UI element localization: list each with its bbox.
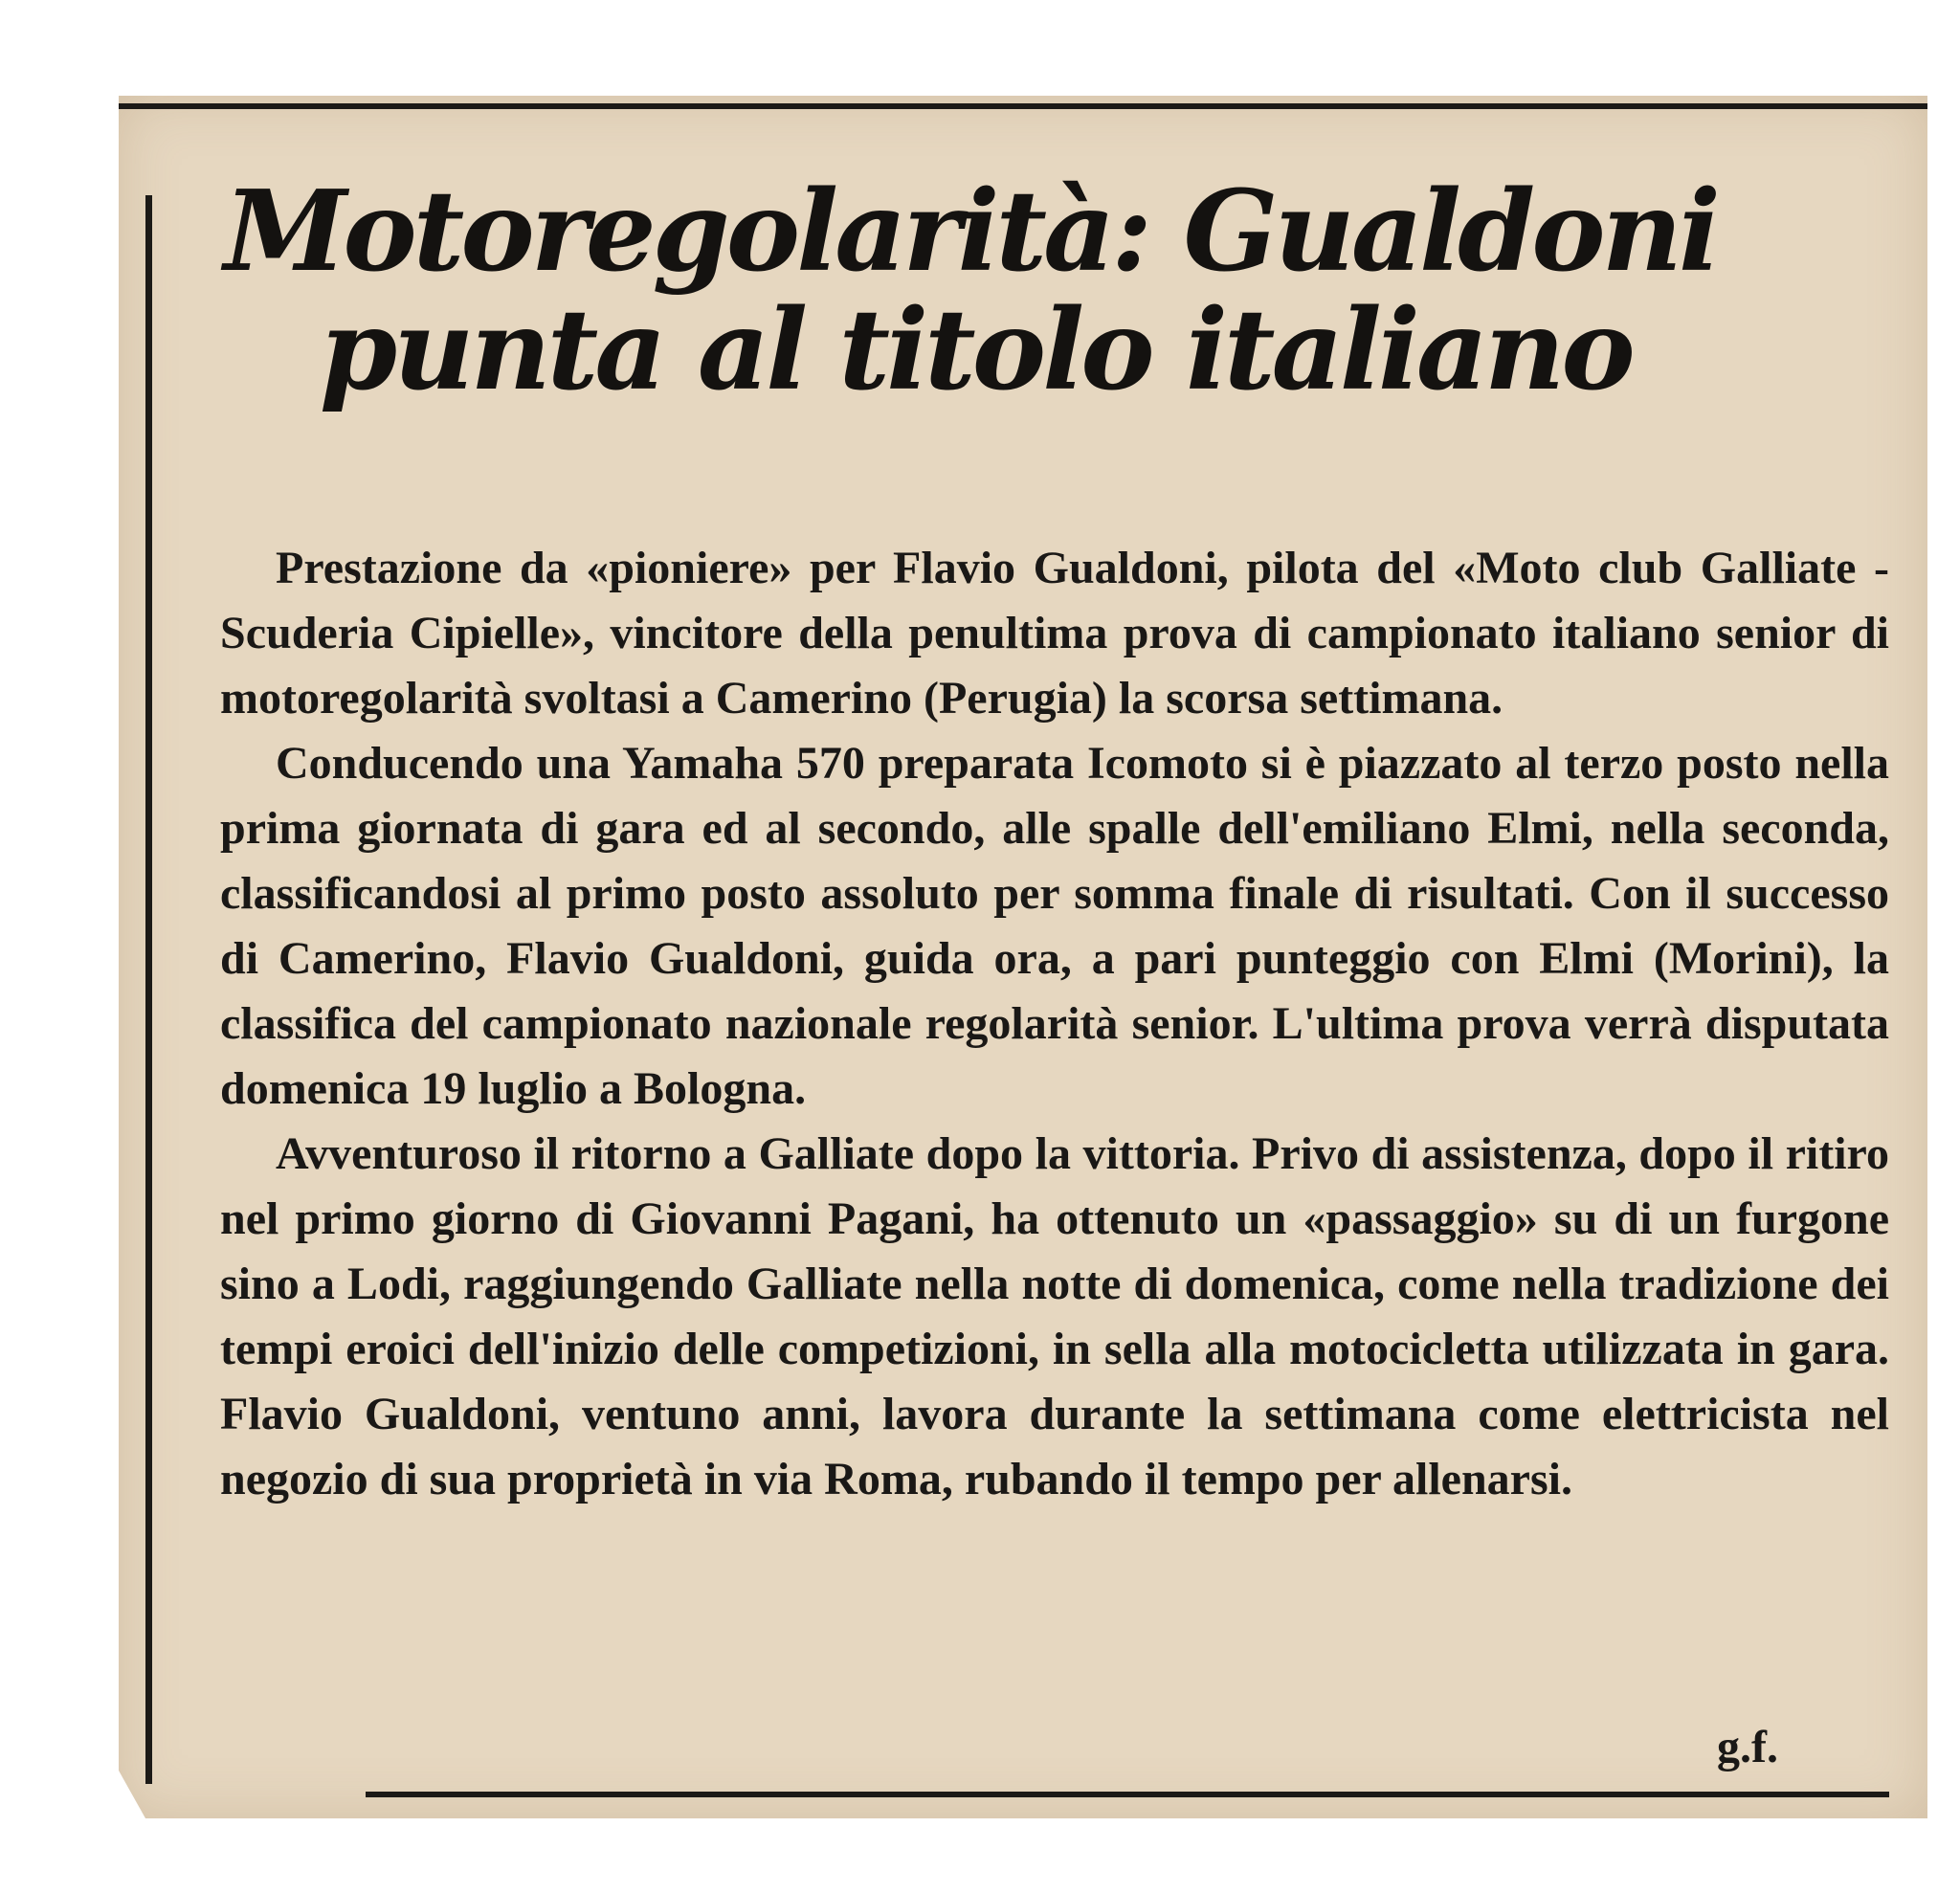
- torn-corner: [119, 1771, 145, 1818]
- headline-line-2: punta al titolo italiano: [320, 285, 1632, 415]
- author-signature: g.f.: [1717, 1722, 1778, 1772]
- headline: [224, 167, 1908, 415]
- top-rule: [119, 103, 1927, 109]
- left-rule: [145, 195, 152, 1784]
- article-body: [220, 536, 1889, 1512]
- article-paragraph-1: Prestazione da «pioniere» per Flavio Gualdoni, pilota del «Moto club Galliate - Scuderia Cipielle», vincitore della penultima prova di campionato italiano senior di motoregolarità svoltasi a Camerino (Perugia) la scorsa settimana.: [220, 543, 1889, 724]
- headline-line-1: Motoregolarità: Gualdoni: [224, 167, 1718, 297]
- article-paragraph-3: Avventuroso il ritorno a Galliate dopo la vittoria. Privo di assistenza, dopo il ritiro nel primo giorno di Giovanni Pagani, ha ottenuto un «passaggio» su di un furgone sino a Lodi, raggiungendo Galliate nella notte di domenica, come nella tradizione dei tempi eroici dell'inizio delle competizioni, in sella alla motocicletta utilizzata in gara. Flavio Gualdoni, ventuno anni, lavora durante la settimana come elettricista nel negozio di sua proprietà in via Roma, rubando il tempo per allenarsi.: [220, 1128, 1889, 1504]
- article-paragraph-2: Conducendo una Yamaha 570 preparata Icomoto si è piazzato al terzo posto nella prima giornata di gara ed al secondo, alle spalle dell'emiliano Elmi, nella seconda, classificandosi al primo posto assoluto per somma finale di risultati. Con il successo di Camerino, Flavio Gualdoni, guida ora, a pari punteggio con Elmi (Morini), la classifica del campionato nazionale regolarità senior. L'ultima prova verrà disputata domenica 19 luglio a Bologna.: [220, 738, 1889, 1114]
- newspaper-clipping: [119, 96, 1927, 1818]
- bottom-rule: [366, 1792, 1889, 1797]
